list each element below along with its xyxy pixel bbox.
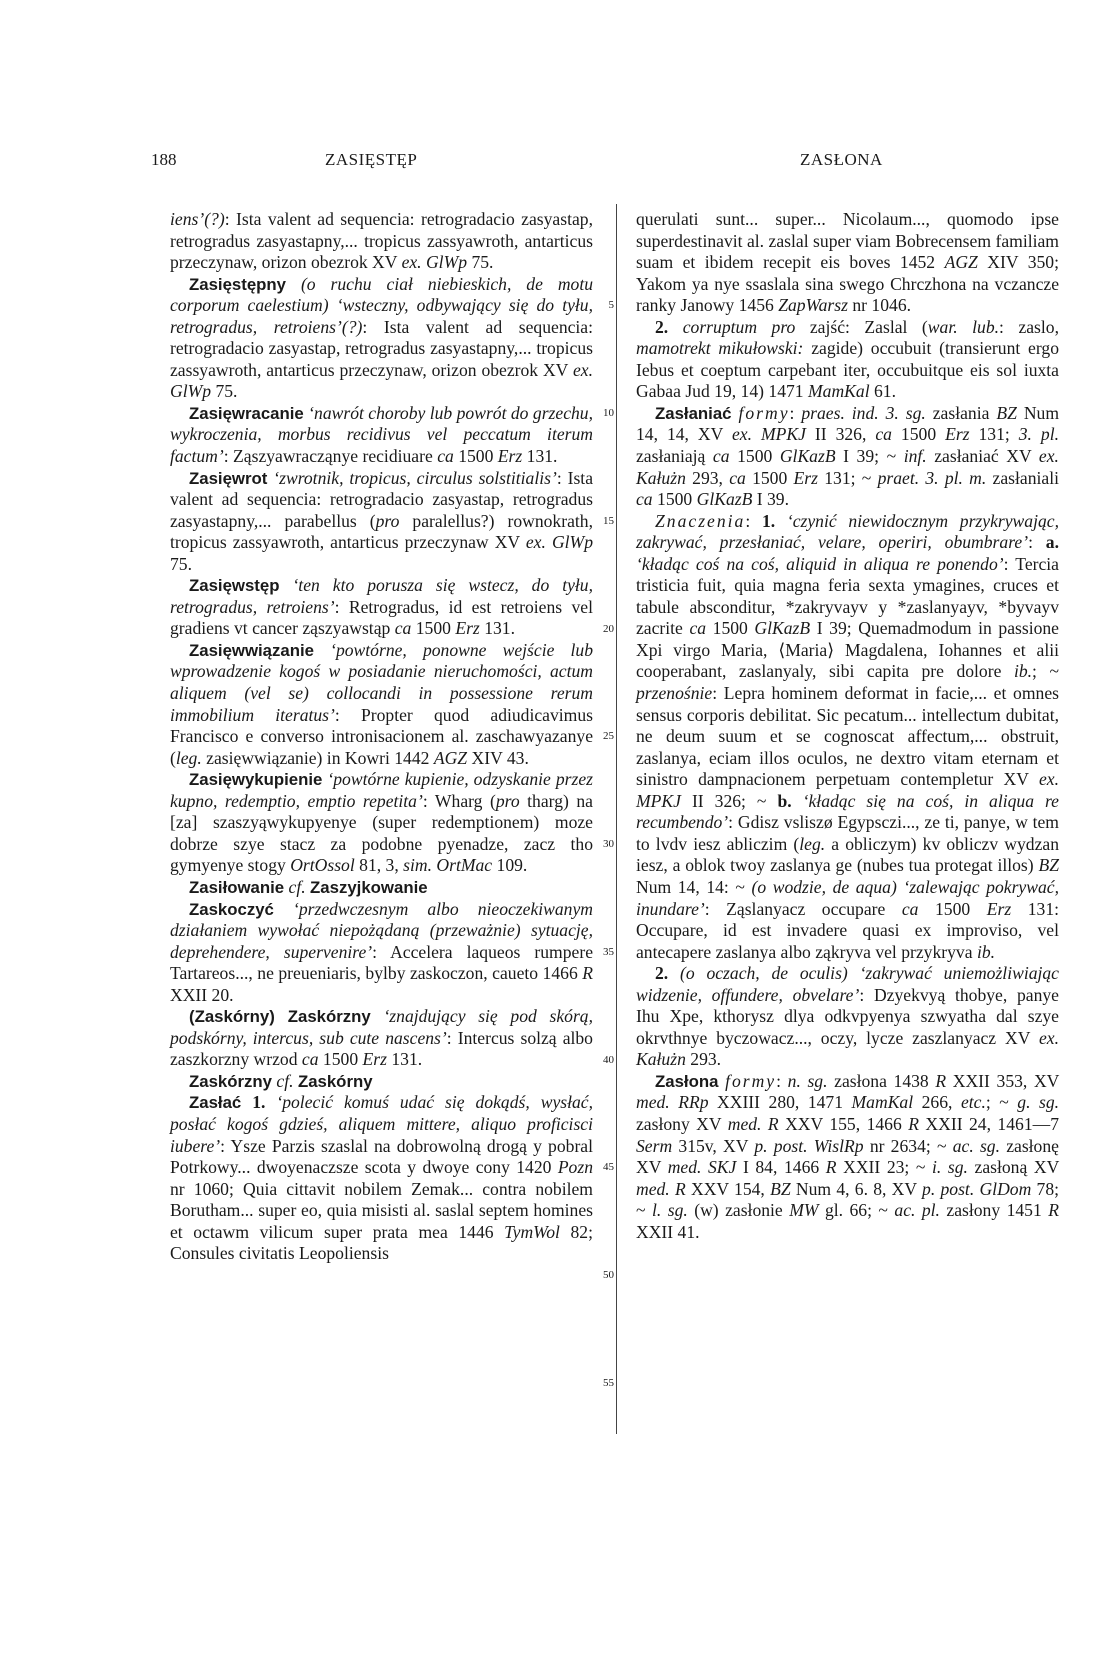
text-run: ‘nawrót choroby lub powrót do grzechu, wykroczenia, morbus recidivus vel peccatum iterum factum’	[170, 402, 593, 467]
text-run: Erz	[455, 618, 480, 639]
text-run: war. lub.	[927, 316, 1000, 337]
text-run: ‘kładąc się na coś, in aliqua re recumbendo’	[636, 790, 1059, 833]
text-run: 1500	[415, 618, 451, 639]
text-run: Erz	[945, 424, 970, 445]
line-number: 5	[608, 299, 614, 311]
text-run: XXII 23; ~	[843, 1157, 926, 1178]
text-run: XXV 155, 1466	[785, 1113, 902, 1134]
text-run: ‘powtórne kupienie, odzyskanie przez kupno, redemptio, emptio repetita’	[170, 769, 593, 811]
text-run: zasłaniać XV	[934, 446, 1032, 467]
text-run: (w) zasłonie	[694, 1200, 783, 1221]
text-run: XIV 350; Yakom ya nye ssaslala sina swego Chrczhona na vczancze ranky Janowy 1456	[636, 252, 1059, 316]
text-run: 131.	[526, 446, 558, 467]
text-run: sim. OrtMac	[403, 855, 493, 876]
continued-entry	[170, 209, 593, 274]
text-run: gl. 66; ~	[824, 1200, 888, 1221]
text-run: 131.	[484, 618, 515, 639]
text-run: ca	[901, 898, 919, 919]
entry-zasiewykupienie	[170, 769, 593, 877]
text-run: (o oczach, de oculis) ‘zakrywać uniemożliwiając widzenie, offundere, obvelare’	[636, 963, 1059, 1005]
text-run: ib.	[976, 941, 996, 962]
text-run: 1500	[712, 618, 748, 639]
text-run: ca	[636, 489, 653, 510]
text-run: GlKazB	[754, 618, 811, 639]
text-run: AGZ	[944, 252, 978, 273]
text-run: ex. Kałużn	[636, 1027, 1059, 1070]
text-run: XXII 353, XV	[952, 1070, 1060, 1091]
text-run: Erz	[986, 898, 1012, 919]
text-run: pro	[495, 790, 520, 811]
text-run: Zaskórny	[297, 1071, 373, 1091]
text-run: XXII 41.	[636, 1221, 700, 1242]
text-run: : Ista valent ad sequencia: retrogradacio zasyastap, retrogradus zasyastapny,... tropicus zassyawroth, antarticus przeczynaw, orizon obezrok XV	[170, 316, 594, 380]
line-number: 35	[603, 946, 614, 958]
text-run: ex. Kałużn	[636, 446, 1059, 488]
text-run: zajść: Zaslal (	[809, 316, 928, 337]
text-run: 131;	[978, 424, 1010, 445]
text-run: med. R	[636, 1178, 686, 1199]
text-run: Erz	[362, 1049, 387, 1070]
text-run: (o wodzie, de aqua) ‘zalewając pokrywać, inundare’	[636, 876, 1059, 919]
column-divider	[616, 204, 617, 1434]
text-run: XIV 43.	[471, 747, 529, 768]
text-run: 315v, XV	[678, 1135, 749, 1156]
entry-zasiewrot	[170, 468, 593, 576]
text-run: querulati sunt... super... Nicolaum..., quomodo ipse superdestinavit al. zaslal super viam Bobrecensem familiam suam et ibidem recepit eis boves 1452	[636, 209, 1059, 273]
text-run: 131.	[391, 1049, 423, 1070]
line-number: 20	[603, 623, 614, 635]
text-run: :	[776, 1070, 781, 1091]
headword: Zasiłowanie	[189, 877, 285, 897]
text-run: med. SKJ	[667, 1157, 737, 1178]
text-run: med. RRp	[636, 1092, 709, 1113]
entry-zasiewwiazanie	[170, 640, 593, 769]
text-run: ca	[437, 446, 454, 467]
text-run: cf.	[288, 876, 306, 897]
entry-zasiestepny	[170, 274, 593, 403]
text-run: ca	[689, 618, 707, 639]
entry-zaskoczyc	[170, 899, 593, 1007]
text-run: ca	[729, 467, 746, 488]
text-run: zasłonę XV	[636, 1135, 1059, 1178]
text-run: 61.	[874, 381, 896, 402]
entry-zaslac	[170, 1092, 593, 1264]
text-run: R	[935, 1070, 947, 1091]
text-run: 266,	[921, 1092, 953, 1113]
line-number: 10	[603, 407, 614, 419]
text-run: MamKal	[808, 381, 870, 402]
text-run: : Intercus solzą albo zaszkorzny wrzod	[170, 1027, 593, 1070]
text-run: n. sg.	[787, 1070, 828, 1091]
text-run: nr 1046.	[852, 295, 912, 316]
text-run: : Ista valent ad sequencia: retrogradacio zasyastap, retrogradus zasyastapny,... parabellus (	[170, 467, 593, 531]
text-run: (o ruchu ciał niebieskich, de motu corporum caelestium) ‘wsteczny, odbywający się do tyłu, retrogradus, retroiens’(?)	[170, 273, 594, 337]
text-run: : Gdisz vsliszø Egypsczi..., ze ti, panye, w tem to lvdv iesz abliczim (	[636, 812, 1059, 854]
headword: Zasłona	[655, 1071, 719, 1091]
text-run: Znaczenia	[655, 510, 746, 531]
text-run: zasłony 1451	[946, 1200, 1042, 1221]
text-run: R	[582, 963, 593, 984]
text-run: MW	[789, 1200, 819, 1221]
text-run: 1.	[252, 1092, 266, 1113]
headword: Zasięwstęp	[189, 576, 280, 596]
text-run: 2.	[655, 316, 669, 337]
headword: Zasłaniać	[655, 403, 732, 423]
headword: Zasięwykupienie	[189, 770, 323, 790]
text-run: ca	[394, 618, 412, 639]
text-run: Num 4, 6. 8, XV	[795, 1178, 917, 1199]
text-run: : Dzyekvyą thobye, panye Ihu Xpe, kthorysz dlya odkvpyenya szwyatha dal szye okrvthnye byczowacz..., oczy, lycze zaszlanyacz XV	[636, 984, 1059, 1048]
meanings	[636, 511, 1059, 963]
text-run: formy	[738, 402, 790, 423]
text-run: inf.	[903, 446, 927, 467]
text-run: ac. sg.	[952, 1135, 1000, 1156]
line-number: 40	[603, 1054, 614, 1066]
entry-zaslaniac	[636, 403, 1059, 511]
header-left-title: ZASIĘSTĘP	[325, 150, 418, 169]
text-run: 1500	[458, 446, 494, 467]
text-run: II 326,	[814, 424, 867, 445]
text-run: Serm	[636, 1135, 673, 1156]
text-run: ‘powtórne, ponowne wejście lub wprowadzenie kogoś w posiadanie nieruchomości, actum aliquem (vel se) collocandi in possessione rerum immobilium iteratus’	[170, 639, 593, 725]
text-run: 1500	[752, 467, 788, 488]
text-run: ex. GlWp	[170, 359, 593, 402]
entry-zaskorzny	[170, 1006, 593, 1071]
text-run: : Wharg (	[422, 790, 496, 811]
text-run: cf.	[276, 1070, 294, 1091]
text-run: b.	[777, 790, 792, 811]
text-run: 81, 3,	[359, 855, 399, 876]
headword: Zasięwwiązanie	[189, 640, 314, 660]
headword: Zasięwracanie	[189, 403, 304, 423]
text-run: 1500	[322, 1049, 359, 1070]
text-run: nr 1060; Quia cittavit nobilem Zemak... contra nobilem Borutham... super eo, quia misisti al. saslal septem homines et octawm vilicum super prata mea 1446	[170, 1178, 593, 1242]
entry-zaslona	[636, 1071, 1059, 1243]
text-run: corruptum pro	[682, 316, 796, 337]
text-run: ; ~	[985, 1092, 1009, 1113]
text-run: XXIII 280, 1471	[717, 1092, 844, 1113]
text-run: I 84, 1466	[742, 1157, 820, 1178]
headword: Zasięstępny	[189, 274, 287, 294]
text-run: ‘przedwczesnym albo nieoczekiwanym działaniem wywołać niepożądaną (przeważnie) sytuację, deprehendere, supervenire’	[170, 898, 593, 962]
text-run: 2.	[655, 963, 669, 984]
text-run: ca	[301, 1049, 319, 1070]
text-run: leg.	[175, 747, 202, 768]
line-number: 30	[603, 838, 614, 850]
text-run: Num 14, 14: ~	[636, 876, 745, 897]
text-run: praet. 3. pl. m.	[877, 467, 987, 488]
text-run: zasięwwiązanie) in Kowri 1442	[206, 747, 430, 768]
right-column	[636, 209, 1059, 1243]
continued-entry	[636, 209, 1059, 317]
text-run: : Lepra hominem deformat in facie,... et omnes sensus corporis debilitat. Sic pecatum... intellectum dubitat, ne deum suum et se cognoscat affectum,... obstruit, zaslanya, eciam illos oculos, ne dextro vitam eternam et sinistro dampnacionem perpetuam contempletur XV	[636, 683, 1059, 790]
text-run: XXV 154,	[690, 1178, 765, 1199]
text-run: ac. pl.	[894, 1200, 940, 1221]
text-run: : Tercia tristicia fuit, quia magna feria sexta ymagines, cruces et tabule absconditur, *zakryvayv y *zaslanyayv, *byvayv zacrite	[636, 553, 1059, 639]
text-run: zagide) occubuit (transierunt ergo Iebus et coeptum carpebant iter, occubuitque eis sol iuxta Gabaa Jud 19, 14) 1471	[636, 338, 1059, 402]
text-run: ‘zwrotnik, tropicus, circulus solstitialis’	[273, 467, 557, 488]
headword: Zasłać	[189, 1093, 242, 1113]
text-run: mamotrekt mikułowski:	[636, 338, 804, 359]
text-run: 293.	[690, 1049, 722, 1070]
text-run: i. sg.	[932, 1157, 968, 1178]
text-run: : Propter quod adiudicavimus Francisco e converso intronisacionem al. zaschawyazanye (	[170, 704, 593, 768]
text-run: praes. ind. 3. sg.	[801, 402, 926, 423]
header-right-title: ZASŁONA	[800, 150, 883, 169]
text-run: : Accelera laqueos rumpere Tartareos..., ne preueniaris, bylby zaskoczon, caueto 1466	[170, 941, 594, 984]
text-run: TymWol	[504, 1221, 560, 1242]
text-run: l. sg.	[651, 1200, 688, 1221]
text-run: 1500	[935, 898, 971, 919]
text-run: OrtOssol	[290, 855, 355, 876]
text-run: ca	[875, 424, 892, 445]
text-run: ‘ten kto porusza się wstecz, do tyłu, retrogradus, retroiens’	[170, 575, 594, 617]
text-run: ZapWarsz	[778, 295, 848, 316]
text-run: ‘czynić niewidocznym przykrywając, zakrywać, przesłaniać, velare, operiri, obumbrare’	[636, 510, 1059, 553]
text-run: GlKazB	[696, 489, 753, 510]
entry-zasiewstep	[170, 575, 593, 640]
text-run: 3. pl.	[1018, 424, 1059, 445]
text-run: zasłoną XV	[974, 1157, 1059, 1178]
text-run: med. R	[727, 1113, 779, 1134]
text-run: ‘znajdujący się pod skórą, podskórny, intercus, sub cute nascens’	[170, 1006, 593, 1048]
text-run: :	[789, 402, 795, 423]
line-number: 15	[603, 515, 614, 527]
text-run: zasłony XV	[636, 1113, 722, 1134]
text-run: : Ząszyawracząnye recidiuare	[223, 446, 433, 467]
text-run: leg.	[799, 833, 826, 854]
line-number: 45	[603, 1161, 614, 1173]
text-run: 75.	[471, 252, 494, 273]
text-run: Pozn	[557, 1157, 593, 1178]
text-run: 1500	[657, 489, 693, 510]
page-number: 188	[151, 150, 177, 169]
text-run: : zaslo,	[999, 316, 1059, 337]
text-run: BZ	[996, 402, 1017, 423]
text-run: paralellus?) rownokrath, tropicus zassyawroth, antarticus przeczynaw XV	[170, 510, 593, 553]
text-run: Erz	[793, 467, 818, 488]
text-run: GlKazB	[779, 446, 836, 467]
text-run: zasłaniają	[636, 446, 706, 467]
text-run: formy	[725, 1070, 777, 1091]
text-run: BZ	[1038, 855, 1059, 876]
text-run: I 39; ~	[843, 446, 897, 467]
text-run: BZ	[770, 1178, 791, 1199]
text-run: 1500	[900, 424, 937, 445]
headword: Zaskoczyć	[189, 899, 274, 919]
text-run: ex. MPKJ	[636, 769, 1059, 811]
text-run: a obliczym) kv obliczv wydzan iesz, a oblok twoy zaslanya ge (nubes tua protegat illos)	[636, 833, 1060, 876]
text-run: Erz	[497, 446, 523, 467]
text-run: :	[1028, 532, 1033, 553]
left-column	[170, 209, 593, 1265]
text-run: zasłona 1438	[834, 1070, 929, 1091]
entry-zaskorzny-ref	[170, 1071, 593, 1093]
text-run: : Ysze Parzis szaslal na dobrowolną drogą y pobral Potrkowy... dwoyenaczsze scota y dwoye cony 1420	[170, 1135, 593, 1178]
text-run: I 39; Quemadmodum in passione Xpi virgo Maria, ⟨Maria⟩ Magdalena, Iohannes et alii cooperabant, zaslanyaly, sibi capita pre dolore	[636, 618, 1059, 682]
text-run: zasłania	[932, 402, 990, 423]
text-run: 131; ~	[824, 467, 872, 488]
text-run: R	[825, 1157, 837, 1178]
entry-zasilowanie	[170, 877, 593, 899]
sense-2	[636, 317, 1059, 403]
text-run: 1.	[761, 510, 776, 531]
text-run: 109.	[496, 855, 528, 876]
text-run: pro	[375, 510, 400, 531]
running-header	[0, 150, 1110, 180]
text-run: R	[1048, 1200, 1059, 1221]
text-run: I 39.	[756, 489, 789, 510]
text-run: ‘polecić komuś udać się dokądś, wysłać, posłać kogoś gdzieś, aliquem mittere, aliquo proficisci iubere’	[170, 1092, 593, 1156]
text-run: p. post. GlDom	[922, 1178, 1032, 1199]
line-number: 50	[603, 1269, 614, 1281]
text-run: 78; ~	[636, 1178, 1060, 1221]
text-run: : Ista valent ad sequencia: retrogradacio zasyastap, retrogradus zasyastapny,... tropicus zassyawroth, antarticus przeczynaw, orizon obezrok XV	[170, 209, 593, 273]
entry-zasiewracanie	[170, 403, 593, 468]
text-run: g. sg.	[1017, 1092, 1060, 1113]
text-run: nr 2634; ~	[869, 1135, 947, 1156]
line-number: 25	[603, 730, 614, 742]
text-run: zasłaniali	[992, 467, 1059, 488]
text-run: R	[908, 1113, 919, 1134]
text-run: a.	[1045, 532, 1059, 553]
headword: Zaskórzny	[189, 1071, 273, 1091]
text-run: Num 14, 14, XV	[636, 402, 1060, 445]
text-run: etc.	[960, 1092, 986, 1113]
text-run: MamKal	[851, 1092, 914, 1113]
text-run: przenośnie	[636, 683, 713, 704]
text-run: 293,	[692, 467, 723, 488]
text-run: ex. MPKJ	[731, 424, 806, 445]
headword: (Zaskórny) Zaskórzny	[189, 1007, 371, 1027]
text-run: XXII 24, 1461—7	[925, 1113, 1060, 1134]
text-run: 75.	[170, 553, 192, 574]
text-run: ex. GlWp	[525, 532, 594, 553]
text-run: p. post. WislRp	[754, 1135, 864, 1156]
headword: Zasięwrot	[189, 468, 268, 488]
text-run: 75.	[215, 381, 238, 402]
text-run: tharg) na [za] szaszyąwykupyenye (super redemptionem) moze dobrze szye stacz za podobne pyenadze, zacz tho gymyenye stogy	[170, 790, 593, 876]
text-run: ex. GlWp	[401, 252, 468, 273]
text-run: ib.	[1013, 661, 1033, 682]
text-run: XXII 20.	[170, 984, 234, 1005]
text-run: ; ~	[1032, 661, 1059, 682]
text-run: AGZ	[433, 747, 468, 768]
text-run: :	[745, 510, 762, 531]
text-run: ‘kładąc coś na coś, aliquid in aliqua re ponendo’	[636, 553, 1004, 574]
text-run: : Ząslanyacz occupare	[704, 898, 886, 919]
line-number: 55	[603, 1377, 614, 1389]
text-run: 82; Consules civitatis Leopoliensis	[170, 1221, 593, 1264]
text-run: II 326; ~	[691, 790, 767, 811]
text-run: Zaszyjkowanie	[310, 877, 428, 897]
text-run: ca	[712, 446, 730, 467]
text-run: 131: Occupare, id est invadere quasi ex improviso, vel antecapere zaslanya albo ząkryva vel przykryva	[636, 898, 1060, 962]
sense-2b	[636, 963, 1059, 1071]
text-run: 1500	[737, 446, 773, 467]
text-run: : Retrogradus, id est retroiens vel gradiens vt cancer ząszyawstąp	[170, 596, 593, 639]
text-run: iens’(?)	[170, 209, 225, 229]
